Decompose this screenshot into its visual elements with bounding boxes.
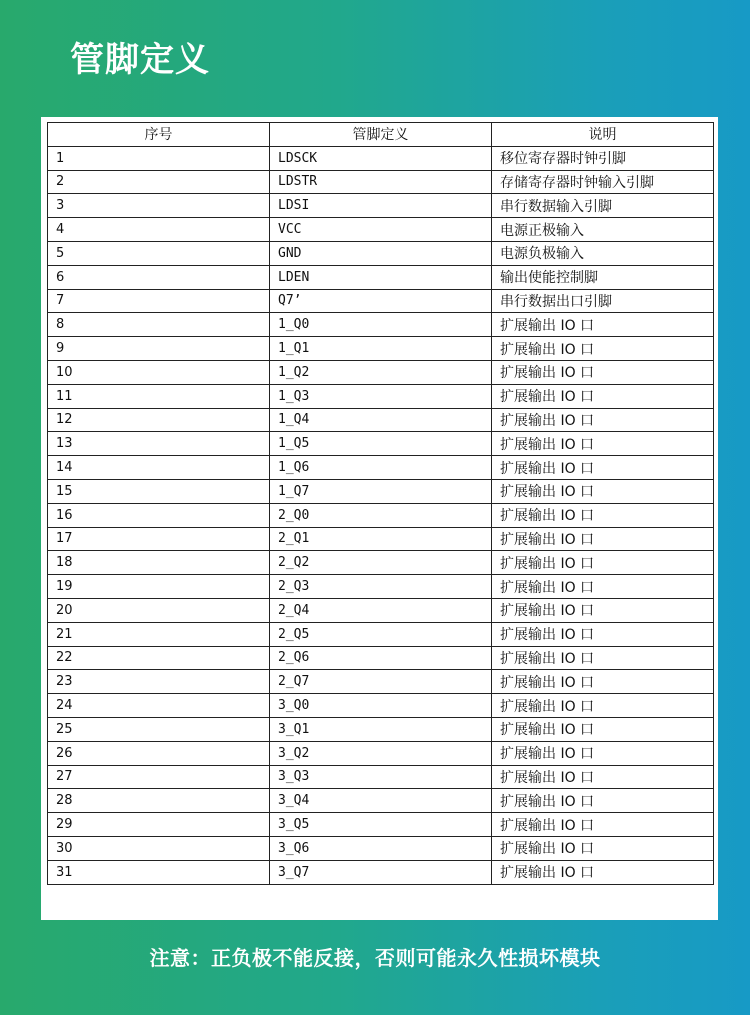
row-description: 扩展输出 IO 口 (492, 337, 714, 361)
table-row (48, 265, 714, 289)
table-row (48, 551, 714, 575)
row-description: 电源负极输入 (492, 241, 714, 265)
row-pin-name: Q7’ (270, 289, 492, 313)
row-pin-name: 1_Q5 (270, 432, 492, 456)
row-description: 扩展输出 IO 口 (492, 503, 714, 527)
row-index: 4 (48, 218, 270, 242)
row-index: 11 (48, 384, 270, 408)
row-pin-name: LDSTR (270, 170, 492, 194)
row-description: 扩展输出 IO 口 (492, 551, 714, 575)
row-index: 2 (48, 170, 270, 194)
table-row (48, 241, 714, 265)
row-pin-name: 3_Q1 (270, 717, 492, 741)
row-pin-name: 3_Q7 (270, 860, 492, 884)
row-index: 6 (48, 265, 270, 289)
page-title: 管脚定义 (70, 40, 210, 80)
table-row (48, 360, 714, 384)
row-pin-name: 2_Q3 (270, 575, 492, 599)
table-row (48, 622, 714, 646)
row-description: 串行数据出口引脚 (492, 289, 714, 313)
row-pin-name: 2_Q7 (270, 670, 492, 694)
row-index: 9 (48, 337, 270, 361)
row-description: 串行数据输入引脚 (492, 194, 714, 218)
row-index: 3 (48, 194, 270, 218)
row-description: 扩展输出 IO 口 (492, 789, 714, 813)
row-pin-name: 1_Q0 (270, 313, 492, 337)
table-row (48, 813, 714, 837)
table-row (48, 789, 714, 813)
pin-definition-table (47, 122, 714, 885)
row-index: 7 (48, 289, 270, 313)
row-pin-name: 1_Q4 (270, 408, 492, 432)
row-description: 扩展输出 IO 口 (492, 670, 714, 694)
row-description: 扩展输出 IO 口 (492, 813, 714, 837)
header-description: 说明 (492, 123, 714, 147)
row-index: 30 (48, 836, 270, 860)
table-row (48, 313, 714, 337)
table-row (48, 170, 714, 194)
row-description: 扩展输出 IO 口 (492, 860, 714, 884)
table-row (48, 337, 714, 361)
row-index: 20 (48, 598, 270, 622)
row-pin-name: 2_Q6 (270, 646, 492, 670)
row-description: 扩展输出 IO 口 (492, 717, 714, 741)
row-pin-name: 1_Q6 (270, 456, 492, 480)
table-row (48, 479, 714, 503)
row-pin-name: 3_Q2 (270, 741, 492, 765)
row-pin-name: LDEN (270, 265, 492, 289)
row-pin-name: 3_Q3 (270, 765, 492, 789)
row-index: 19 (48, 575, 270, 599)
table-row (48, 384, 714, 408)
row-index: 27 (48, 765, 270, 789)
row-pin-name: 3_Q4 (270, 789, 492, 813)
row-index: 5 (48, 241, 270, 265)
row-index: 17 (48, 527, 270, 551)
table-row (48, 194, 714, 218)
row-description: 扩展输出 IO 口 (492, 575, 714, 599)
row-description: 扩展输出 IO 口 (492, 527, 714, 551)
header-pin-definition: 管脚定义 (270, 123, 492, 147)
table-row (48, 575, 714, 599)
row-index: 18 (48, 551, 270, 575)
row-description: 扩展输出 IO 口 (492, 622, 714, 646)
row-index: 29 (48, 813, 270, 837)
table-row (48, 598, 714, 622)
table-row (48, 741, 714, 765)
row-description: 扩展输出 IO 口 (492, 360, 714, 384)
row-pin-name: 1_Q1 (270, 337, 492, 361)
row-description: 扩展输出 IO 口 (492, 765, 714, 789)
row-index: 25 (48, 717, 270, 741)
row-pin-name: 2_Q2 (270, 551, 492, 575)
row-index: 10 (48, 360, 270, 384)
row-description: 扩展输出 IO 口 (492, 741, 714, 765)
row-description: 电源正极输入 (492, 218, 714, 242)
row-pin-name: LDSCK (270, 146, 492, 170)
table-row (48, 146, 714, 170)
row-pin-name: 3_Q5 (270, 813, 492, 837)
row-description: 扩展输出 IO 口 (492, 432, 714, 456)
row-index: 31 (48, 860, 270, 884)
footer-warning-note: 注意：正负极不能反接，否则可能永久性损坏模块 (149, 946, 601, 970)
row-description: 扩展输出 IO 口 (492, 456, 714, 480)
table-row (48, 694, 714, 718)
row-index: 28 (48, 789, 270, 813)
table-row (48, 717, 714, 741)
row-description: 输出使能控制脚 (492, 265, 714, 289)
table-row (48, 218, 714, 242)
table-row (48, 289, 714, 313)
row-description: 扩展输出 IO 口 (492, 646, 714, 670)
row-index: 24 (48, 694, 270, 718)
row-description: 扩展输出 IO 口 (492, 313, 714, 337)
table-row (48, 432, 714, 456)
row-description: 移位寄存器时钟引脚 (492, 146, 714, 170)
row-pin-name: 3_Q0 (270, 694, 492, 718)
table-row (48, 503, 714, 527)
row-pin-name: 2_Q0 (270, 503, 492, 527)
row-index: 21 (48, 622, 270, 646)
row-pin-name: 2_Q4 (270, 598, 492, 622)
row-index: 14 (48, 456, 270, 480)
row-index: 16 (48, 503, 270, 527)
table-row (48, 646, 714, 670)
row-pin-name: 1_Q7 (270, 479, 492, 503)
pin-table-card (41, 117, 718, 920)
row-description: 存储寄存器时钟输入引脚 (492, 170, 714, 194)
row-description: 扩展输出 IO 口 (492, 598, 714, 622)
table-row (48, 765, 714, 789)
table-header-row (48, 123, 714, 147)
row-description: 扩展输出 IO 口 (492, 384, 714, 408)
row-pin-name: 1_Q2 (270, 360, 492, 384)
row-description: 扩展输出 IO 口 (492, 408, 714, 432)
row-index: 22 (48, 646, 270, 670)
row-pin-name: 1_Q3 (270, 384, 492, 408)
row-pin-name: VCC (270, 218, 492, 242)
row-description: 扩展输出 IO 口 (492, 694, 714, 718)
row-pin-name: 2_Q1 (270, 527, 492, 551)
table-row (48, 408, 714, 432)
row-pin-name: LDSI (270, 194, 492, 218)
row-index: 1 (48, 146, 270, 170)
row-description: 扩展输出 IO 口 (492, 836, 714, 860)
row-index: 12 (48, 408, 270, 432)
row-description: 扩展输出 IO 口 (492, 479, 714, 503)
table-row (48, 527, 714, 551)
row-pin-name: GND (270, 241, 492, 265)
header-index: 序号 (48, 123, 270, 147)
row-index: 8 (48, 313, 270, 337)
row-pin-name: 3_Q6 (270, 836, 492, 860)
row-index: 26 (48, 741, 270, 765)
table-row (48, 860, 714, 884)
table-body (48, 146, 714, 884)
row-index: 23 (48, 670, 270, 694)
row-index: 13 (48, 432, 270, 456)
table-row (48, 456, 714, 480)
table-row (48, 670, 714, 694)
row-index: 15 (48, 479, 270, 503)
row-pin-name: 2_Q5 (270, 622, 492, 646)
table-row (48, 836, 714, 860)
